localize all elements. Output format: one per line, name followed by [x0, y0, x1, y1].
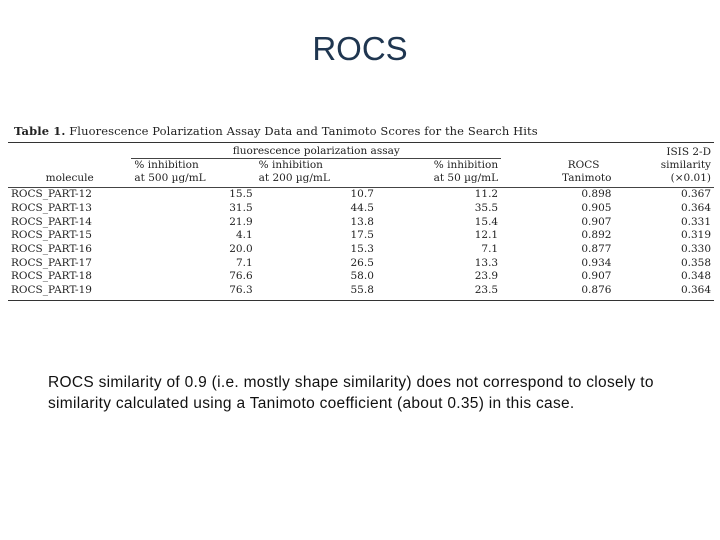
cell-molecule: ROCS_PART-18	[11, 270, 92, 283]
table-row	[8, 284, 714, 300]
cell-molecule: ROCS_PART-17	[11, 256, 92, 269]
cell-inhibition-50: 11.2	[474, 188, 499, 201]
header-inhibition-500-line1: % inhibition	[134, 159, 199, 171]
table-figure	[8, 124, 714, 301]
header-isis-line2: similarity	[660, 159, 711, 171]
header-inhibition-50	[377, 159, 501, 188]
header-inhibition-500	[131, 159, 255, 188]
cell-inhibition-50: 12.1	[474, 229, 499, 242]
cell-rocs-tanimoto: 0.877	[581, 243, 612, 256]
cell-molecule: ROCS_PART-13	[11, 202, 92, 215]
cell-isis-similarity: 0.348	[680, 270, 711, 283]
cell-inhibition-200: 44.5	[350, 202, 374, 215]
header-inhibition-200-line1: % inhibition	[258, 159, 323, 171]
cell-rocs-tanimoto: 0.934	[581, 256, 612, 269]
header-inhibition-50-line2: at 50 µg/mL	[433, 172, 499, 184]
header-fluorescence-group: fluorescence polarization assay	[131, 143, 501, 159]
cell-inhibition-500: 76.6	[229, 270, 253, 283]
cell-molecule: ROCS_PART-19	[8, 284, 131, 300]
cell-inhibition-50: 15.4	[474, 215, 499, 228]
header-rocs-tanimoto	[501, 159, 614, 188]
header-spacer	[501, 143, 614, 159]
header-molecule-label: molecule	[45, 172, 94, 184]
cell-isis-similarity: 0.367	[680, 188, 711, 201]
cell-inhibition-500: 7.1	[235, 256, 253, 269]
slide-body-text: ROCS similarity of 0.9 (i.e. mostly shape similarity) does not correspond to closely to similarity calculated using a Tanimoto coefficient (about 0.35) in this case.	[48, 374, 654, 412]
header-isis-line1: ISIS 2-D	[614, 143, 714, 159]
slide-title: ROCS	[312, 30, 408, 67]
cell-isis-similarity: 0.319	[680, 229, 711, 242]
table-row	[8, 243, 714, 257]
cell-isis-similarity: 0.364	[614, 284, 714, 300]
header-rocs-line1: ROCS	[567, 159, 600, 171]
cell-rocs-tanimoto: 0.876	[501, 284, 614, 300]
cell-isis-similarity: 0.330	[680, 243, 711, 256]
header-molecule	[8, 159, 131, 188]
table-row	[8, 202, 714, 216]
cell-isis-similarity: 0.331	[680, 215, 711, 228]
cell-rocs-tanimoto: 0.907	[581, 270, 612, 283]
header-inhibition-50-line1: % inhibition	[433, 159, 499, 171]
data-table	[8, 142, 714, 301]
cell-inhibition-50: 23.5	[377, 284, 501, 300]
cell-inhibition-500: 20.0	[229, 243, 253, 256]
table-row	[8, 270, 714, 284]
table-row	[8, 188, 714, 202]
cell-isis-similarity: 0.358	[680, 256, 711, 269]
table-row	[8, 256, 714, 270]
table-row	[8, 229, 714, 243]
header-inhibition-500-line2: at 500 µg/mL	[134, 172, 206, 184]
table-caption-text: Fluorescence Polarization Assay Data and Tanimoto Scores for the Search Hits	[69, 124, 538, 138]
header-rocs-line2: Tanimoto	[562, 172, 612, 184]
header-inhibition-200-line2: at 200 µg/mL	[258, 172, 330, 184]
table-caption-label: Table 1.	[14, 124, 66, 138]
table-row	[8, 215, 714, 229]
cell-inhibition-200: 15.3	[350, 243, 374, 256]
cell-inhibition-200: 17.5	[350, 229, 374, 242]
cell-inhibition-200: 58.0	[350, 270, 374, 283]
cell-inhibition-500: 31.5	[229, 202, 253, 215]
cell-inhibition-500: 15.5	[229, 188, 253, 201]
cell-molecule: ROCS_PART-14	[11, 215, 92, 228]
header-spacer	[8, 143, 131, 159]
cell-inhibition-50: 35.5	[474, 202, 499, 215]
cell-inhibition-200: 13.8	[350, 215, 374, 228]
cell-isis-similarity: 0.364	[680, 202, 711, 215]
cell-molecule: ROCS_PART-12	[11, 188, 92, 201]
cell-rocs-tanimoto: 0.892	[581, 229, 612, 242]
header-isis-line3: (×0.01)	[670, 172, 711, 184]
cell-inhibition-200: 26.5	[350, 256, 374, 269]
cell-inhibition-200: 10.7	[350, 188, 374, 201]
cell-inhibition-500: 76.3	[131, 284, 255, 300]
cell-molecule: ROCS_PART-15	[11, 229, 92, 242]
table-caption	[14, 124, 714, 138]
cell-inhibition-50: 7.1	[481, 243, 499, 256]
cell-inhibition-50: 23.9	[474, 270, 499, 283]
cell-inhibition-500: 21.9	[229, 215, 253, 228]
cell-rocs-tanimoto: 0.898	[581, 188, 612, 201]
header-isis-similarity	[614, 159, 714, 188]
cell-inhibition-50: 13.3	[474, 256, 499, 269]
cell-molecule: ROCS_PART-16	[11, 243, 92, 256]
cell-rocs-tanimoto: 0.907	[581, 215, 612, 228]
cell-rocs-tanimoto: 0.905	[581, 202, 612, 215]
cell-inhibition-500: 4.1	[235, 229, 253, 242]
cell-inhibition-200: 55.8	[256, 284, 377, 300]
header-inhibition-200	[256, 159, 377, 188]
